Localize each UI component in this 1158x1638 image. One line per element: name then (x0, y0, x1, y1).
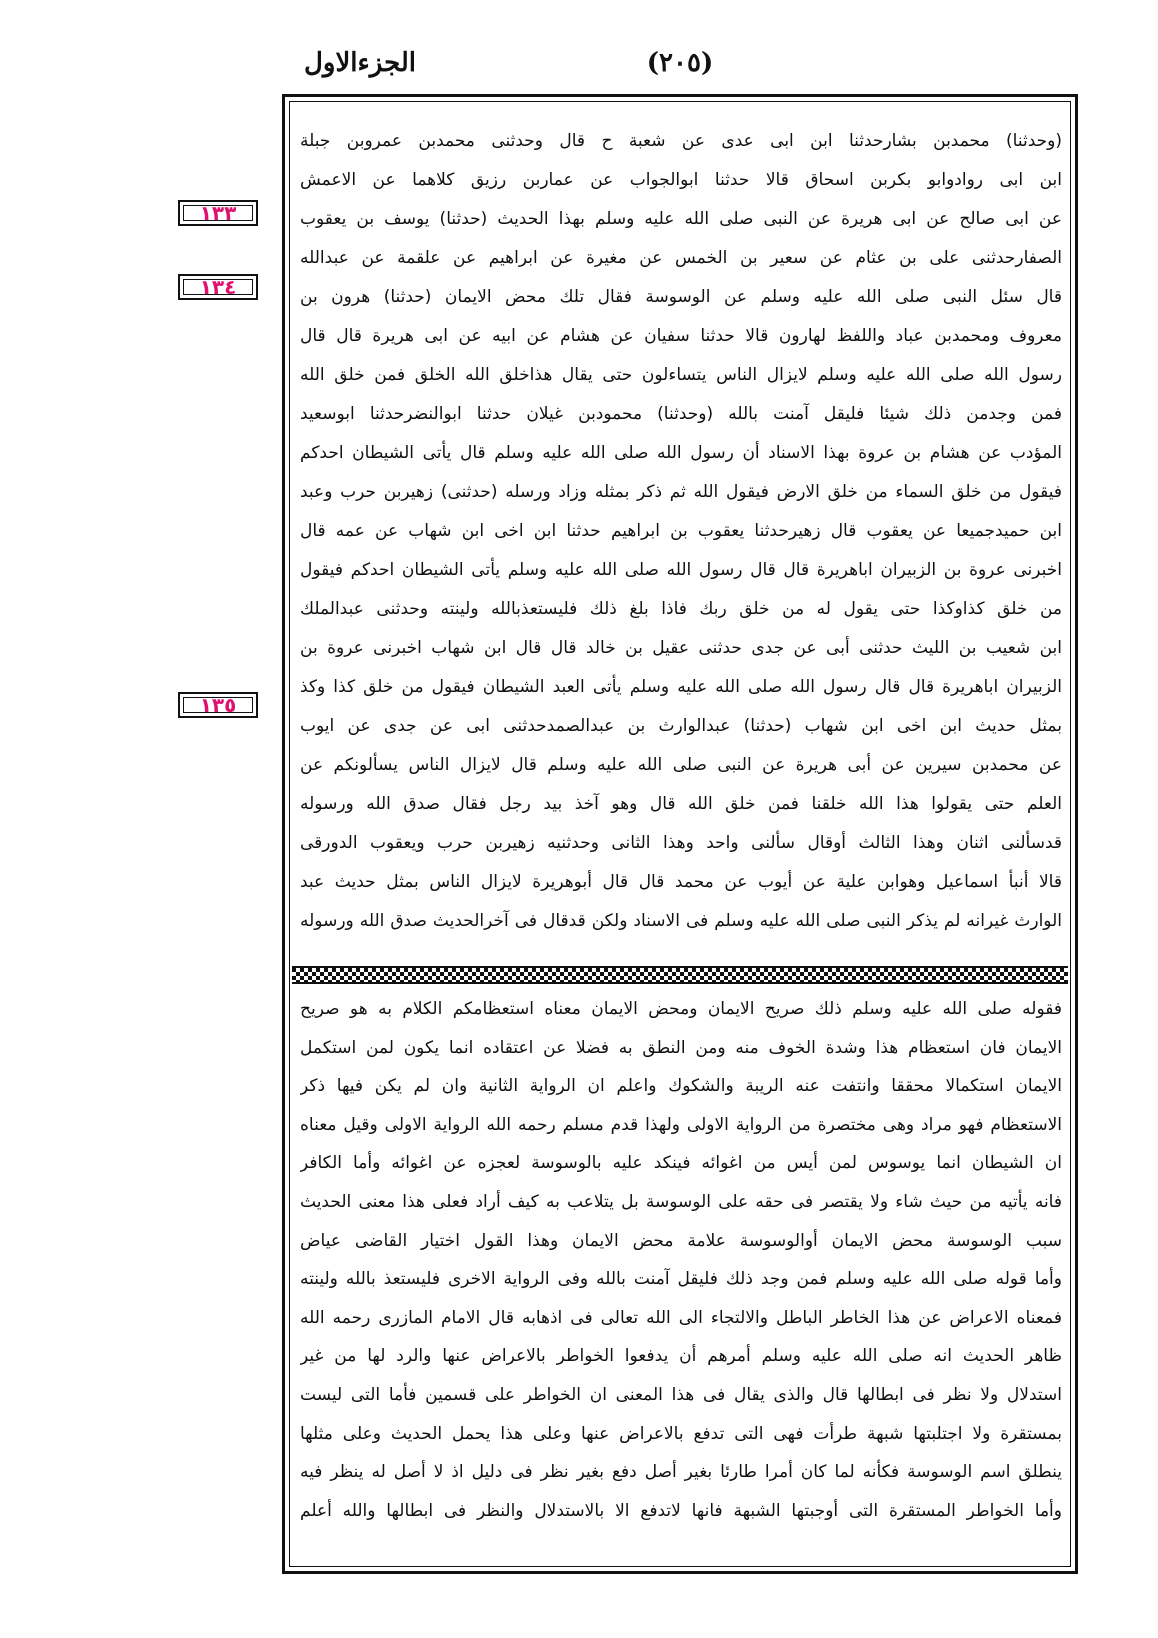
text-line: فمعناه الاعراض عن هذا الخاطر الباطل والالتجاء الى الله تعالى فى اذهابه قال الامام المازرى رحمه الله (300, 1307, 1062, 1328)
text-line: بمثل حديث ابن اخى ابن شهاب (حدثنا) عبدالوارث بن عبدالصمدحدثنى ابى عن جدى عن ايوب (300, 716, 1062, 736)
text-line: المؤدب عن هشام بن عروة بهذا الاسناد أن رسول الله صلى الله عليه وسلم قال يأتى الشيطان احدكم (300, 443, 1062, 463)
text-line: عن ابى صالح عن ابى هريرة عن النبى صلى الله عليه وسلم بهذا الحديث (حدثنا) يوسف بن يعقوب (300, 209, 1062, 229)
text-line: فيقول من خلق السماء من خلق الارض فيقول الله ثم ذكر بمثله وزاد ورسله (حدثنى) زهيربن حرب وعبد (300, 482, 1062, 502)
hadith-number: ١٣٥ (199, 693, 237, 717)
text-line: ان الشيطان انما يوسوس لمن أيس من اغوائه فينكد عليه بالوسوسة لعجزه عن اغوائه وأما الكافر (300, 1153, 1062, 1174)
text-line: ينطلق اسم الوسوسة فكأنه لما كان أمرا طارئا بغير أصل دفع بغير نظر فى دليل اذ لا أصل له ينظر فيه (300, 1462, 1062, 1483)
text-line: قالا أنبأ اسماعيل وهوابن علية عن أيوب عن محمد قال قال أبوهريرة لايزال الناس بمثل حديث عبد (300, 872, 1062, 892)
volume-title: الجزءالاول (304, 48, 416, 78)
hadith-text-block (300, 122, 1062, 941)
text-line: فمن وجدمن ذلك شيئا فليقل آمنت بالله (وحدثنا) محمودبن غيلان حدثنا ابوالنضرحدثنا ابوسعيد (300, 404, 1062, 424)
hadith-number-box (178, 692, 258, 718)
page-number: (٢٠٥) (646, 48, 714, 78)
hadith-number: ١٣٣ (199, 201, 237, 225)
text-line: وأما الخواطر المستقرة التى أوجبتها الشبهة فانها لاتدفع الا بالاستدلال والنظر فى ابطالها والله أعلم (300, 1500, 1062, 1521)
text-line: الصفارحدثنى على بن عثام عن سعير بن الخمس عن مغيرة عن ابراهيم عن علقمة عن عبدالله (300, 248, 1062, 268)
hadith-number-box (178, 274, 258, 300)
hadith-number-box (178, 200, 258, 226)
text-line: الايمان فان استعظام هذا وشدة الخوف منه ومن النطق به فضلا عن اعتقاده انما يكون لمن استكمل (300, 1037, 1062, 1058)
commentary-text-block (300, 990, 1062, 1530)
hadith-number: ١٣٤ (199, 275, 237, 299)
text-line: عن محمدبن سيرين عن أبى هريرة عن النبى صلى الله عليه وسلم قال لايزال الناس يسألونكم عن (300, 755, 1062, 775)
text-line: فقوله صلى الله عليه وسلم ذلك صريح الايمان ومحض الايمان معناه استعظامكم الكلام به هو صريح (300, 999, 1062, 1019)
text-line: وأما قوله صلى الله عليه وسلم فمن وجد ذلك فليقل آمنت بالله وفى الرواية الاخرى فليستعذ بالله ولينته (300, 1269, 1062, 1290)
text-line: ابن حميدجميعا عن يعقوب قال زهيرحدثنا يعقوب بن ابراهيم حدثنا ابن اخى ابن شهاب عن عمه قال (300, 521, 1062, 541)
ornamental-separator (292, 966, 1068, 984)
text-line: قدسألنى اثنان وهذا الثالث أوقال سألنى واحد وهذا الثانى وحدثنيه زهيربن حرب ويعقوب الدورقى (300, 833, 1062, 853)
text-line: ابن شعيب بن الليث حدثنى أبى عن جدى حدثنى عقيل بن خالد قال قال ابن شهاب اخبرنى عروة بن (300, 638, 1062, 658)
text-line: بمستقرة ولا اجتلبتها شبهة طرأت فهى التى تدفع بالاعراض عنها وعلى هذا يحمل الحديث وعلى مثلها (300, 1423, 1062, 1444)
text-line: من خلق كذاوكذا حتى يقول له من خلق ربك فاذا بلغ ذلك فليستعذبالله ولينته وحدثنى عبدالملك (300, 599, 1062, 619)
text-line: الزبيران اباهريرة قال قال رسول الله صلى الله عليه وسلم يأتى العبد الشيطان فيقول من خلق كذا وكذ (300, 677, 1062, 697)
text-line: ظاهر الحديث انه صلى الله عليه وسلم أمرهم أن يدفعوا الخواطر بالاعراض عنها والرد لها من غير (300, 1346, 1062, 1367)
text-line: الايمان استكمالا محققا وانتفت عنه الريبة والشكوك واعلم ان الرواية الثانية وان لم يكن فيها ذكر (300, 1076, 1062, 1097)
text-line: استدلال ولا نظر فى ابطالها قال والذى يقال فى هذا المعنى ان الخواطر على قسمين فأما التى ليست (300, 1384, 1062, 1405)
text-line: الاستعظام فهو مراد وهى مختصرة من الرواية الاولى ولهذا قدم مسلم رحمه الله الرواية الاولى وقيل معناه (300, 1114, 1062, 1135)
text-line: قال سئل النبى صلى الله عليه وسلم عن الوسوسة فقال تلك محض الايمان (حدثنا) هرون بن (300, 287, 1062, 307)
text-line: اخبرنى عروة بن الزبيران اباهريرة قال قال رسول الله صلى الله عليه وسلم يأتى الشيطان احدكم فيقول (300, 560, 1062, 580)
text-line: الوارث غيرانه لم يذكر النبى صلى الله عليه وسلم فى الاسناد ولكن قدقال فى آخرالحديث صدق الله ورسوله (300, 911, 1062, 931)
text-line: معروف ومحمدبن عباد واللفظ لهارون قالا حدثنا سفيان عن هشام عن ابيه عن ابى هريرة قال قال (300, 326, 1062, 346)
text-line: فانه يأتيه من حيث شاء ولا يقتصر فى حقه على الوسوسة بل يتلاعب به كيف أراد فعلى هذا معنى الحديث (300, 1191, 1062, 1212)
text-line: العلم حتى يقولوا هذا الله خلقنا فمن خلق الله قال وهو آخذ بيد رجل فقال صدق الله ورسوله (300, 794, 1062, 814)
text-line: ابن ابى روادوابو بكربن اسحاق قالا حدثنا ابوالجواب عن عماربن رزيق كلاهما عن الاعمش (300, 170, 1062, 190)
text-line: (وحدثنا) محمدبن بشارحدثنا ابن ابى عدى عن شعبة ح قال وحدثنى محمدبن عمروبن جبلة (300, 131, 1062, 151)
text-line: رسول الله صلى الله عليه وسلم لايزال الناس يتساءلون حتى يقال هذاخلق الله الخلق فمن خلق الله (300, 365, 1062, 385)
text-line: سبب الوسوسة محض الايمان أوالوسوسة علامة محض الايمان وهذا القول اختيار القاضى عياض (300, 1230, 1062, 1251)
